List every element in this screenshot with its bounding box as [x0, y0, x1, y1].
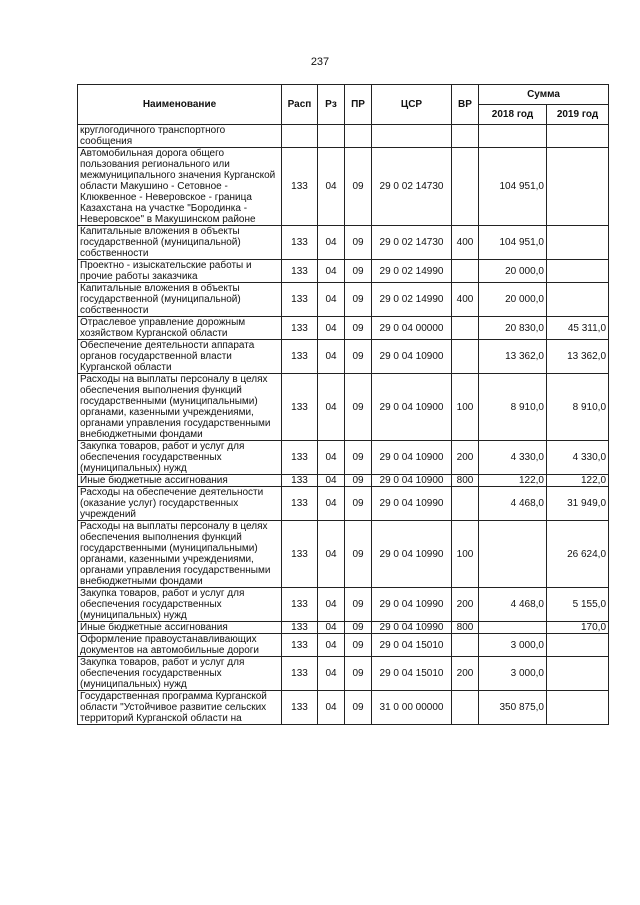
table-row [78, 317, 609, 340]
cell-y2018: 13 362,0 [479, 340, 547, 374]
cell-vr [452, 691, 479, 725]
cell-y2019: 26 624,0 [547, 521, 609, 588]
table-row [78, 260, 609, 283]
cell-rz: 04 [318, 148, 345, 226]
cell-rasp: 133 [282, 283, 318, 317]
cell-y2019 [547, 691, 609, 725]
cell-csr: 31 0 00 00000 [372, 691, 452, 725]
cell-y2019: 122,0 [547, 475, 609, 487]
cell-csr: 29 0 04 15010 [372, 657, 452, 691]
cell-name: Иные бюджетные ассигнования [78, 475, 282, 487]
table-row [78, 622, 609, 634]
cell-vr: 200 [452, 588, 479, 622]
cell-name: Закупка товаров, работ и услуг для обеспечения государственных (муниципальных) нужд [78, 441, 282, 475]
cell-rasp: 133 [282, 691, 318, 725]
cell-pr: 09 [345, 148, 372, 226]
cell-name: Автомобильная дорога общего пользования регионального или межмуниципального значения Курганской области Макушино - Сетовное - Клюквенное - Неверовское - граница Казахстана на участке "Бородинка - Неверовское" в Макушинском районе [78, 148, 282, 226]
cell-pr: 09 [345, 487, 372, 521]
cell-y2019 [547, 148, 609, 226]
cell-rasp: 133 [282, 487, 318, 521]
cell-name: Проектно - изыскательские работы и прочие работы заказчика [78, 260, 282, 283]
cell-pr: 09 [345, 657, 372, 691]
cell-vr [452, 634, 479, 657]
cell-csr: 29 0 02 14730 [372, 226, 452, 260]
cell-y2019: 13 362,0 [547, 340, 609, 374]
cell-name: Обеспечение деятельности аппарата органов государственной власти Курганской области [78, 340, 282, 374]
cell-vr: 100 [452, 374, 479, 441]
cell-rz: 04 [318, 634, 345, 657]
cell-y2018: 104 951,0 [479, 148, 547, 226]
cell-name: Капитальные вложения в объекты государственной (муниципальной) собственности [78, 283, 282, 317]
cell-rasp: 133 [282, 374, 318, 441]
cell-csr: 29 0 04 00000 [372, 317, 452, 340]
cell-rz: 04 [318, 317, 345, 340]
cell-y2019: 31 949,0 [547, 487, 609, 521]
table-row [78, 441, 609, 475]
cell-rasp: 133 [282, 475, 318, 487]
cell-name: Расходы на обеспечение деятельности (оказание услуг) государственных учреждений [78, 487, 282, 521]
cell-name: Закупка товаров, работ и услуг для обеспечения государственных (муниципальных) нужд [78, 588, 282, 622]
cell-pr [345, 125, 372, 148]
cell-vr: 200 [452, 441, 479, 475]
cell-name: круглогодичного транспортного сообщения [78, 125, 282, 148]
cell-rasp: 133 [282, 521, 318, 588]
cell-y2019 [547, 125, 609, 148]
table-row [78, 148, 609, 226]
cell-vr: 400 [452, 226, 479, 260]
page-number: 237 [310, 56, 330, 68]
cell-pr: 09 [345, 226, 372, 260]
cell-vr [452, 317, 479, 340]
cell-rz: 04 [318, 441, 345, 475]
header-rz: Рз [318, 85, 345, 125]
table-body [78, 125, 609, 725]
cell-pr: 09 [345, 340, 372, 374]
cell-y2019 [547, 283, 609, 317]
table-row [78, 588, 609, 622]
cell-pr: 09 [345, 475, 372, 487]
cell-y2019 [547, 226, 609, 260]
cell-csr: 29 0 04 10900 [372, 374, 452, 441]
cell-csr: 29 0 02 14990 [372, 283, 452, 317]
header-pr: ПР [345, 85, 372, 125]
cell-pr: 09 [345, 317, 372, 340]
cell-rz: 04 [318, 260, 345, 283]
header-2019: 2019 год [547, 105, 609, 125]
table-row [78, 475, 609, 487]
cell-rasp: 133 [282, 148, 318, 226]
cell-y2018: 20 000,0 [479, 260, 547, 283]
cell-csr: 29 0 04 10990 [372, 487, 452, 521]
cell-name: Отраслевое управление дорожным хозяйством Курганской области [78, 317, 282, 340]
cell-vr [452, 125, 479, 148]
cell-rasp: 133 [282, 260, 318, 283]
cell-csr: 29 0 04 15010 [372, 634, 452, 657]
cell-y2019 [547, 657, 609, 691]
cell-y2018: 3 000,0 [479, 634, 547, 657]
header-2018: 2018 год [479, 105, 547, 125]
cell-vr: 100 [452, 521, 479, 588]
cell-pr: 09 [345, 260, 372, 283]
table-row [78, 487, 609, 521]
cell-y2018: 350 875,0 [479, 691, 547, 725]
cell-vr [452, 148, 479, 226]
cell-rz: 04 [318, 226, 345, 260]
cell-y2019: 45 311,0 [547, 317, 609, 340]
cell-name: Государственная программа Курганской области "Устойчивое развитие сельских территорий Курганской области на [78, 691, 282, 725]
cell-rz: 04 [318, 521, 345, 588]
cell-name: Капитальные вложения в объекты государственной (муниципальной) собственности [78, 226, 282, 260]
cell-rz: 04 [318, 340, 345, 374]
cell-y2019 [547, 634, 609, 657]
cell-csr: 29 0 04 10990 [372, 588, 452, 622]
cell-y2018: 20 830,0 [479, 317, 547, 340]
cell-vr: 800 [452, 622, 479, 634]
cell-rasp: 133 [282, 317, 318, 340]
cell-csr: 29 0 04 10990 [372, 521, 452, 588]
cell-rasp: 133 [282, 441, 318, 475]
cell-vr [452, 340, 479, 374]
cell-name: Оформление правоустанавливающих документов на автомобильные дороги [78, 634, 282, 657]
budget-table [77, 84, 609, 725]
cell-vr [452, 260, 479, 283]
cell-y2018: 104 951,0 [479, 226, 547, 260]
table-row [78, 283, 609, 317]
cell-rz: 04 [318, 283, 345, 317]
table-row [78, 340, 609, 374]
cell-rasp: 133 [282, 340, 318, 374]
cell-rasp: 133 [282, 634, 318, 657]
cell-y2019: 4 330,0 [547, 441, 609, 475]
cell-y2019: 170,0 [547, 622, 609, 634]
cell-name: Иные бюджетные ассигнования [78, 622, 282, 634]
cell-rasp: 133 [282, 588, 318, 622]
cell-name: Расходы на выплаты персоналу в целях обеспечения выполнения функций государственными (муниципальными) органами, казенными учреждениями, органами управления государственными внебюджетными фондами [78, 521, 282, 588]
cell-vr [452, 487, 479, 521]
cell-y2018 [479, 622, 547, 634]
header-vr: ВР [452, 85, 479, 125]
cell-y2018: 122,0 [479, 475, 547, 487]
header-csr: ЦСР [372, 85, 452, 125]
table-row [78, 521, 609, 588]
cell-rz: 04 [318, 374, 345, 441]
cell-pr: 09 [345, 283, 372, 317]
cell-name: Расходы на выплаты персоналу в целях обеспечения выполнения функций государственными (муниципальными) органами, казенными учреждениями, органами управления государственными внебюджетными фондами [78, 374, 282, 441]
cell-y2018: 20 000,0 [479, 283, 547, 317]
cell-csr: 29 0 04 10900 [372, 475, 452, 487]
cell-rasp: 133 [282, 657, 318, 691]
cell-vr: 800 [452, 475, 479, 487]
table-row [78, 691, 609, 725]
cell-pr: 09 [345, 441, 372, 475]
table-row [78, 634, 609, 657]
table-row [78, 125, 609, 148]
cell-y2018 [479, 125, 547, 148]
cell-rz: 04 [318, 475, 345, 487]
cell-rasp: 133 [282, 226, 318, 260]
cell-name: Закупка товаров, работ и услуг для обеспечения государственных (муниципальных) нужд [78, 657, 282, 691]
cell-y2018 [479, 521, 547, 588]
cell-pr: 09 [345, 691, 372, 725]
cell-vr: 200 [452, 657, 479, 691]
cell-pr: 09 [345, 374, 372, 441]
cell-rasp [282, 125, 318, 148]
cell-rz: 04 [318, 691, 345, 725]
cell-pr: 09 [345, 521, 372, 588]
cell-y2019: 8 910,0 [547, 374, 609, 441]
header-name: Наименование [78, 85, 282, 125]
cell-vr: 400 [452, 283, 479, 317]
cell-y2018: 4 330,0 [479, 441, 547, 475]
cell-csr: 29 0 04 10900 [372, 441, 452, 475]
cell-csr: 29 0 04 10990 [372, 622, 452, 634]
table-row [78, 374, 609, 441]
header-rasp: Расп [282, 85, 318, 125]
cell-csr: 29 0 02 14730 [372, 148, 452, 226]
cell-rz: 04 [318, 622, 345, 634]
table-row [78, 657, 609, 691]
table-row [78, 226, 609, 260]
header-sum: Сумма [479, 85, 609, 105]
cell-rz: 04 [318, 487, 345, 521]
cell-rz: 04 [318, 588, 345, 622]
cell-csr: 29 0 02 14990 [372, 260, 452, 283]
cell-y2018: 3 000,0 [479, 657, 547, 691]
cell-y2019: 5 155,0 [547, 588, 609, 622]
cell-csr: 29 0 04 10900 [372, 340, 452, 374]
cell-pr: 09 [345, 588, 372, 622]
cell-pr: 09 [345, 634, 372, 657]
cell-y2018: 4 468,0 [479, 588, 547, 622]
cell-rz [318, 125, 345, 148]
cell-rz: 04 [318, 657, 345, 691]
cell-y2018: 8 910,0 [479, 374, 547, 441]
cell-y2018: 4 468,0 [479, 487, 547, 521]
cell-y2019 [547, 260, 609, 283]
cell-csr [372, 125, 452, 148]
cell-rasp: 133 [282, 622, 318, 634]
cell-pr: 09 [345, 622, 372, 634]
